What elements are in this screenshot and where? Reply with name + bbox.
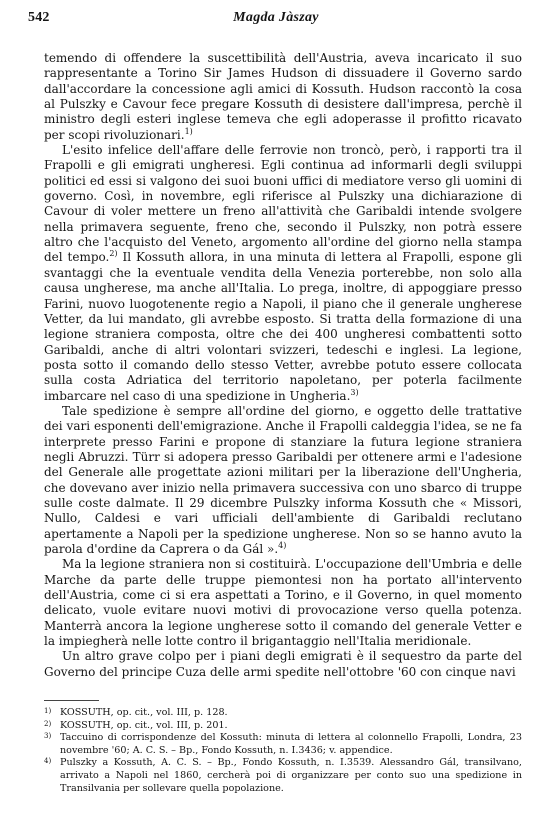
paragraph-text: Tale spedizione è sempre all'ordine del giorno, e oggetto delle trattative dei vari esponenti dell'emigrazione. Anche il Frapolli caldeggia l'idea, se ne fa interprete presso Farini e propone di stanziare la futura legione straniera negli Abruzzi. Türr si adopera presso Garibaldi per ottenere armi e l'adesione del Generale alle progettate azioni militari per la liberazione dell'Ungheria, che dovevano aver inizio nella primavera successiva con uno sbarco di truppe sulle coste dalmate. Il 29 dicembre Pulszky informa Kossuth che « Missori, Nullo, Caldesi e vari ufficiali dell'ambiente di Garibaldi reclutano apertamente a Napoli per la spedizione ungherese. Non so se hanno avuto la parola d'ordine da Caprera o da Gál ». [44,403,522,556]
footnote-text: KOSSUTH, op. cit., vol. III, p. 201. [60,719,228,731]
running-head: Magda Jàszay [233,10,319,25]
footnotes [44,707,522,795]
page-header [28,10,524,32]
body-text [44,51,522,680]
footnote-number: 4) [44,757,52,766]
footnote-reference: 4) [278,541,287,550]
footnote-number: 2) [44,719,52,728]
footnote [44,757,522,795]
paragraph-text: Il Kossuth allora, in una minuta di lettera al Frapolli, espone gli svantaggi che la eventuale vendita della Venezia porterebbe, non solo alla causa ungherese, ma anche all'Italia. Lo prega, inoltre, di appoggiare presso Farini, nuovo luogotenente regio a Napoli, il piano che il generale ungherese Vetter, da lui mandato, gli avrebbe esposto. Si tratta della formazione di una legione straniera composta, oltre che dei 400 ungheresi combattenti sotto Garibaldi, anche di altri volontari svizzeri, tedeschi e inglesi. La legione, posta sotto il comando dello stesso Vetter, avrebbe potuto essere collocata sulla costa Adriatica del territorio napoletano, per poterla facilmente imbarcare nel caso di una spedizione in Ungheria. [44,250,522,403]
paragraph [44,143,522,404]
paragraph-text: Un altro grave colpo per i piani degli emigrati è il sequestro da parte del Governo del principe Cuza delle armi spedite nell'ottobre '60 con cinque navi [44,649,522,679]
paragraph [44,649,522,680]
footnote-number: 1) [44,707,52,715]
footnote-reference: 2) [109,249,118,259]
page-number: 542 [28,10,50,25]
footnote [44,732,522,757]
paragraph [44,557,522,649]
footnote-text: KOSSUTH, op. cit., vol. III, p. 128. [60,707,228,718]
footnote [44,707,522,720]
footnote-number: 3) [44,732,52,741]
paragraph-text: L'esito infelice dell'affare delle ferrovie non troncò, però, i rapporti tra il Frapolli e gli emigrati ungheresi. Egli continua ad informarli degli sviluppi politici ed essi si valgono dei suoi buoni uffici di mediatore verso gli uomini di governo. Così, in novembre, egli riferisce al Pulszky una dichiarazione di Cavour di voler mettere un freno all'attività che Garibaldi intende svolgere nella primavera seguente, freno che, secondo il Pulszky, non potrà essere altro che l'acquisto del Veneto, argomento all'ordine del giorno nella stampa del tempo. [44,143,522,265]
footnote-reference: 3) [350,387,359,397]
footnote-text: Pulszky a Kossuth, A. C. S. – Bp., Fondo Kossuth, n. I.3539. Alessandro Gál, transilvano, arrivato a Napoli nel 1860, cercherà poi di organizzare per conto suo una spedizione in Transilvania per sollevare quella popolazione. [60,757,522,794]
footnote-reference: 1) [184,126,193,136]
paragraph-text: Ma la legione straniera non si costituirà. L'occupazione dell'Umbria e delle Marche da parte delle truppe piemontesi non ha portato all'intervento dell'Austria, come ci si era aspettati a Torino, e il Governo, in quel momento delicato, vuole evitare nuovi motivi di provocazione verso quella potenza. Manterrà ancora la legione ungherese sotto il comando del generale Vetter e la impiegherà nelle lotte contro il brigantaggio nell'Italia meridionale. [44,557,522,649]
paragraph [44,51,522,143]
paragraph-text: temendo di offendere la suscettibilità dell'Austria, aveva incaricato il suo rappresentante a Torino Sir James Hudson di dissuadere il Governo sardo dall'accordare la concessione agli amici di Kossuth. Hudson raccontò la cosa al Pulszky e Cavour fece pregare Kossuth di desistere dall'impresa, perchè il ministro degli esteri inglese temeva che egli adoperasse il profitto ricavato per scopi rivoluzionari. [44,51,522,142]
footnote-text: Taccuino di corrispondenze del Kossuth: minuta di lettera al colonnello Frapolli, Londra, 23 novembre '60; A. C. S. – Bp., Fondo Kossuth, n. I.3436; v. appendice. [60,732,522,756]
paragraph [44,404,522,557]
footnote-divider [44,700,99,701]
footnote [44,720,522,733]
